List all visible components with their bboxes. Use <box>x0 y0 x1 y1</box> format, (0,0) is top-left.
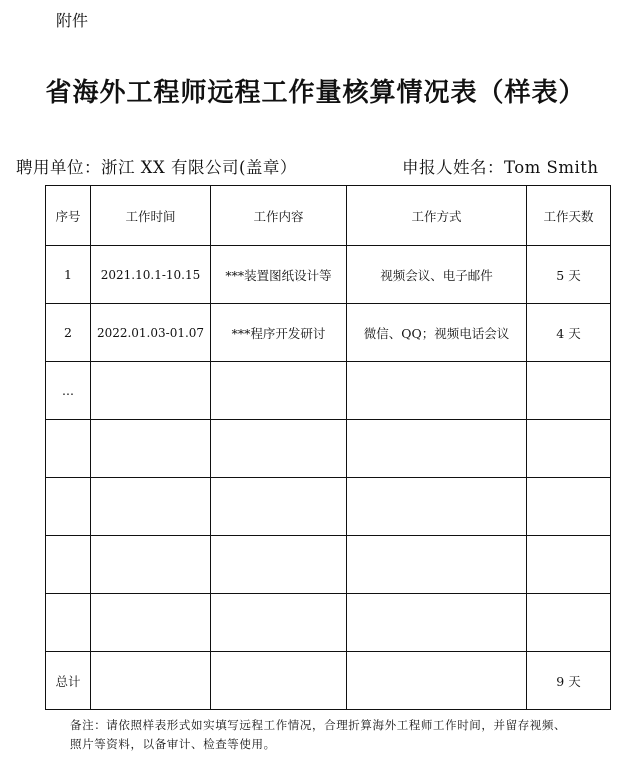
cell-work-time <box>91 594 211 652</box>
cell-work-content <box>211 478 347 536</box>
cell-work-days: 4 天 <box>527 304 611 362</box>
cell-index <box>46 420 91 478</box>
attachment-label: 附件 <box>56 11 89 30</box>
footer-note-line: 照片等资料，以备审计、检查等使用。 <box>70 737 276 751</box>
total-days: 9 天 <box>527 652 611 710</box>
cell-work-days <box>527 536 611 594</box>
employer-field: 聘用单位：浙江 XX 有限公司(盖章） <box>16 158 297 177</box>
table-row <box>46 594 611 652</box>
cell-work-time: 2021.10.1-10.15 <box>91 246 211 304</box>
cell-work-time: 2022.01.03-01.07 <box>91 304 211 362</box>
cell-work-method <box>347 478 527 536</box>
table-row <box>46 536 611 594</box>
cell-empty <box>91 652 211 710</box>
page-title: 省海外工程师远程工作量核算情况表（样表） <box>45 78 586 108</box>
cell-empty <box>211 652 347 710</box>
column-header-work-days: 工作天数 <box>527 186 611 246</box>
cell-work-days <box>527 420 611 478</box>
reporter-field: 申报人姓名：Tom Smith <box>402 158 599 177</box>
table-row <box>46 362 611 420</box>
table-header-row <box>46 186 611 246</box>
column-header-work-content: 工作内容 <box>211 186 347 246</box>
cell-work-content <box>211 420 347 478</box>
cell-work-method <box>347 594 527 652</box>
cell-work-time <box>91 478 211 536</box>
cell-index: ... <box>46 362 91 420</box>
column-header-index: 序号 <box>46 186 91 246</box>
cell-work-content <box>211 362 347 420</box>
cell-index: 1 <box>46 246 91 304</box>
cell-work-method <box>347 420 527 478</box>
cell-work-content: ***程序开发研讨 <box>211 304 347 362</box>
cell-work-days <box>527 362 611 420</box>
cell-index: 2 <box>46 304 91 362</box>
table-row <box>46 420 611 478</box>
table-row <box>46 478 611 536</box>
column-header-work-time: 工作时间 <box>91 186 211 246</box>
table-row <box>46 304 611 362</box>
cell-work-time <box>91 420 211 478</box>
cell-index <box>46 478 91 536</box>
cell-work-content <box>211 536 347 594</box>
cell-work-content <box>211 594 347 652</box>
table-total-row <box>46 652 611 710</box>
footer-note-line: 备注：请依照样表形式如实填写远程工作情况，合理折算海外工程师工作时间，并留存视频、 <box>70 718 567 732</box>
cell-work-content: ***装置图纸设计等 <box>211 246 347 304</box>
cell-index <box>46 594 91 652</box>
cell-index <box>46 536 91 594</box>
cell-work-days <box>527 594 611 652</box>
cell-work-days: 5 天 <box>527 246 611 304</box>
cell-work-time <box>91 362 211 420</box>
cell-empty <box>347 652 527 710</box>
table-row <box>46 246 611 304</box>
cell-work-days <box>527 478 611 536</box>
cell-work-method: 视频会议、电子邮件 <box>347 246 527 304</box>
footer-note <box>70 716 618 754</box>
cell-work-method <box>347 536 527 594</box>
cell-work-method: 微信、QQ；视频电话会议 <box>347 304 527 362</box>
cell-work-method <box>347 362 527 420</box>
total-label: 总计 <box>46 652 91 710</box>
column-header-work-method: 工作方式 <box>347 186 527 246</box>
cell-work-time <box>91 536 211 594</box>
workload-table <box>45 185 611 710</box>
